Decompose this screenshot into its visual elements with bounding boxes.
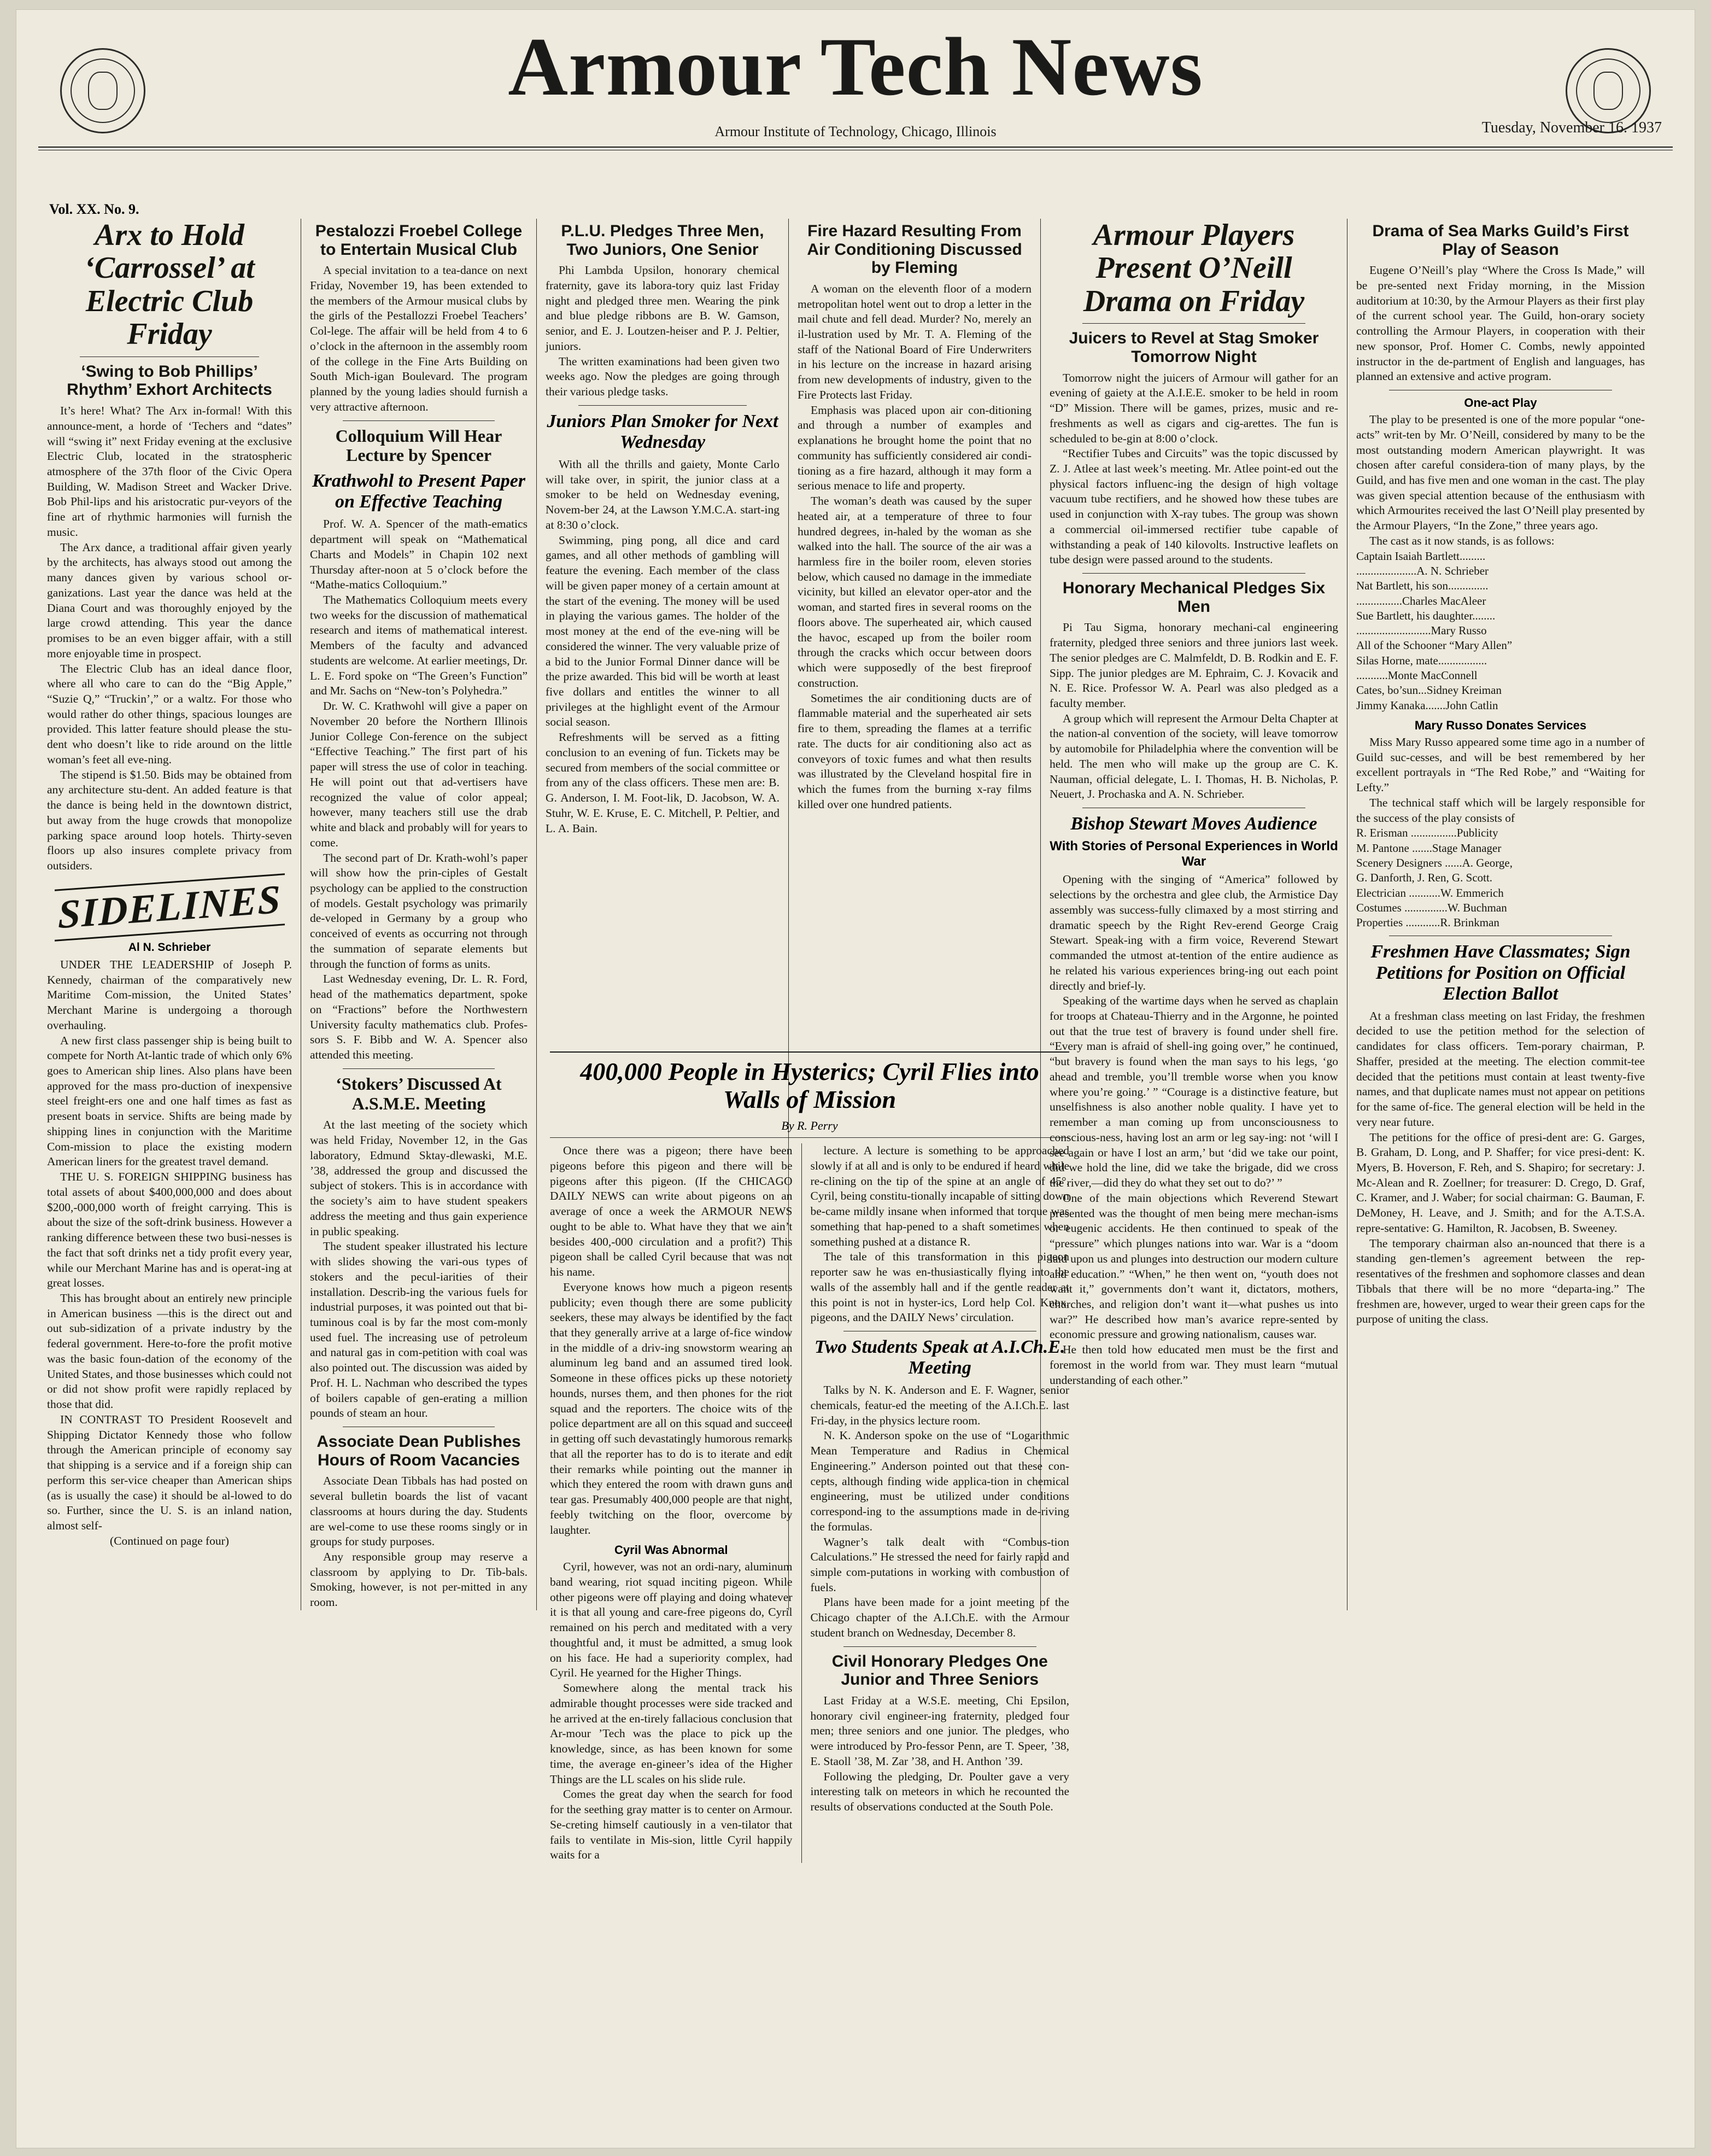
headline-freshmen-petitions: Freshmen Have Classmates; Sign Petitions for Position on Official Election Ballot bbox=[1370, 942, 1631, 1004]
paragraph: IN CONTRAST TO President Roosevelt and Shipping Dictator Kennedy those who follow through the American principle of economy say that shipping is a service and if a foreign ship can perform this ser-vice cheaper than American ships (as is usually the case) it should be al-lowed to do so. Further, since the U. S. is an inland nation, almost self- bbox=[47, 1412, 292, 1532]
paragraph: The written examinations had been given two weeks ago. Now the pledges are going through their various pledge tasks. bbox=[546, 354, 780, 399]
paragraph: Eugene O’Neill’s play “Where the Cross Is Made,” will be pre-sented next Friday morning, in the Mission auditorium at 10:30, by the Armour Players as their first play of the current school year. The Guild, hon-orary society controlling the Armour Players, in cooperation with their new sponsor, Prof. Homer C. Combs, newly appointed instructor in the de-partment of English and languages, has planned an extensive and active program. bbox=[1356, 264, 1645, 383]
column-2 bbox=[301, 219, 536, 1610]
paragraph: The Arx dance, a traditional affair given yearly by the architects, has always stood out among the many dances given by various school or-ganizations. Last year the dance was held at the Diana Court and was thoroughly enjoyed by the large crowd attending. This year the dance promises to be an even bigger affair, with a still more enjoyable time in prospect. bbox=[47, 540, 292, 660]
paragraph: The petitions for the office of presi-dent are: G. Garges, B. Graham, D. Long, and P. Shaffer; for vice presi-dent: K. Myers, B. Hoverson, F. Reh, and S. Shapiro; for secretary: J. Mc-Alean and R. Zoellner; for treasurer: D. Crego, D. Graf, C. Kramer, and J. Waber; for social chairman: G. Bauman, F. DeMoney, H. Leave, and J. Smith; and for the A.T.S.A. repre-sentative: G. Hamilton, R. Jacobsen, B. Sweeney. bbox=[1356, 1130, 1645, 1235]
cast-line: Silas Horne, mate................. bbox=[1356, 653, 1487, 667]
sidelines-logo: SIDELINES bbox=[55, 873, 285, 941]
paragraph: A woman on the eleventh floor of a modern metropolitan hotel went out to drop a letter in the mail chute and fell dead. Murder? No, merely an il-lustration used by Mr. T. A. Fleming of the staff of the National Board of Fire Underwriters in his lecture on the increase in hazard arising from new developments of industry, given to the Fire Protects last Friday. bbox=[798, 282, 1032, 401]
paragraph: Cyril, however, was not an ordi-nary, aluminum band wearing, riot squad inciting pigeon. While other pigeons were off playing and doing whatever it is that all young and care-free pigeons do, Cyril remained on his perch and meditated with a very thoughtful and, it must be admitted, a smug look on his face. He had a superiority complex, had Cyril. He yearned for the Higher Things. bbox=[550, 1560, 793, 1680]
staff-line: G. Danforth, J. Ren, G. Scott. bbox=[1356, 871, 1493, 885]
column-5 bbox=[1041, 219, 1347, 1610]
paragraph: Associate Dean Tibbals has had posted on several bulletin boards the list of vacant classrooms at hours during the day. Students are wel-come to use these rooms singly or in groups for study purposes. bbox=[310, 1474, 528, 1549]
headline-arx-carrossel: Arx to Hold ‘Carrossel’ at Electric Club Friday bbox=[84, 218, 255, 352]
staff-line: Electrician ...........W. Emmerich bbox=[1356, 886, 1504, 899]
paragraph: Sometimes the air conditioning ducts are of flammable material and the superheated air sets fire to them, spreading the flames at a terrific rate. The ducts for air conditioning also act as conveyors of toxic fumes and what then results was illustrated by the Cleveland hospital fire in which the fumes from the burning x-ray films killed over one hundred patients. bbox=[798, 691, 1032, 811]
paragraph: Any responsible group may reserve a classroom by applying to Dr. Tib-bals. Smoking, however, is not per-mitted in any room. bbox=[310, 1550, 528, 1609]
headline-civil-honorary-pledges: Civil Honorary Pledges One Junior and Three Seniors bbox=[831, 1652, 1048, 1689]
headline-two-students-aiche: Two Students Speak at A.I.Ch.E. Meeting bbox=[815, 1337, 1065, 1378]
paper-title: Armour Tech News bbox=[508, 21, 1203, 113]
newspaper-sheet bbox=[16, 10, 1695, 2148]
headline-armour-players: Armour Players Present O’Neill Drama on Friday bbox=[1083, 218, 1305, 318]
headline-fire-hazard: Fire Hazard Resulting From Air Conditioning Discussed by Fleming bbox=[807, 222, 1022, 277]
paragraph: A special invitation to a tea-dance on next Friday, November 19, has been extended to the members of the Armour musical clubs by the girls of the Pestallozzi Froebel Teachers’ Col-lege. The affair will be held from 4 to 6 o’clock in the afternoon in the assembly room of the college in the Fine Arts Building on South Mich-igan Boulevard. The program planned by the young ladies should furnish a very attractive afternoon. bbox=[310, 264, 528, 413]
cast-list bbox=[1356, 549, 1645, 713]
headline-bishop-stewart: Bishop Stewart Moves Audience bbox=[1070, 814, 1317, 834]
paragraph: He then told how educated men must be the first and foremost in the world from war. They must learn “mutual understanding of each other.” bbox=[1050, 1343, 1338, 1387]
paragraph: “Rectifier Tubes and Circuits” was the topic discussed by Z. J. Atlee at last week’s meeting. Mr. Atlee point-ed out the physical factors influenc-ing the design of high voltage vacuum tube rectifiers, and he showed how these tubes are used in conjunction with X-ray tubes. The group was shown a commercial oil-immersed rectifier tube capable of withstanding a peak of 140 kilovolts. Instructive leaflets on tube design were passed around to the students. bbox=[1050, 447, 1338, 566]
staff-line: R. Erisman ................Publicity bbox=[1356, 826, 1498, 840]
paragraph: One of the main objections which Reverend Stewart presented was the thought of men being mere mechan-isms or eugenic accidents. He then continued to speak of the “pressure” which plunges nations into war. War is a “doom laid upon us and plunges into destruction our modern culture and education.” “When,” he then went on, “youth does not want it,” governments don’t want it, dictators, mothers, churches, and religion don’t want it—what pushes us into war?” He described how man’s avarice repre-sented by economic pressure and growing nationalism, causes war. bbox=[1050, 1191, 1338, 1341]
paragraph: The stipend is $1.50. Bids may be obtained from any architecture stu-dent. An added feature is that the dance is being held in the downtown district, but away from the huge crowds that monopolize parking space around loop hotels. Thirty-seven floors up also insures complete privacy from outsiders. bbox=[47, 768, 292, 873]
technical-staff-list bbox=[1356, 826, 1645, 930]
cast-line: ................Charles MacAleer bbox=[1356, 594, 1486, 607]
masthead bbox=[16, 10, 1695, 147]
paragraph: This has brought about an entirely new principle in American business —this is the direct out and out sub-sidization of a private industry by the federal government. Here-to-fore the profit motive was the basic foun-dation of the economy of the United States, and those businesses which could not or did not show profit were rapidly replaced by those that did. bbox=[47, 1291, 292, 1411]
cast-line: ..........................Mary Russo bbox=[1356, 624, 1487, 638]
paragraph: Last Wednesday evening, Dr. L. R. Ford, head of the mathematics department, spoke on “Fractions” before the Northwestern University faculty mathematics club. Profes-sors S. F. Bibb and W. A. Spencer also attended this meeting. bbox=[310, 972, 528, 1062]
paragraph: Talks by N. K. Anderson and E. F. Wagner, senior chemicals, featur-ed the meeting of the A.I.Ch.E. last Fri-day, in the physics lecture room. bbox=[810, 1383, 1069, 1427]
paragraph: Swimming, ping pong, all dice and card games, and all other methods of gambling will feature the evening. Each member of the class will be given paper money of a certain amount at the start of the evening. The money will be used in playing the various games. The holder of the most money at the end of the eve-ning will be considered the winner. The very valuable prize of a bid to the Junior Formal Dinner dance will be the prize awarded. This bid will be worth at least five dollars and entitles the winner to all privileges at the highlight event of the Armour social season. bbox=[546, 533, 780, 729]
paragraph: Everyone knows how much a pigeon resents publicity; even though there are some publicity seekers, these may always be identified by the fact that they generally arrive at a large of-fice window in the middle of a driv-ing snowstorm wearing an aluminum leg band and an assumed tired look. Someone in these offices picks up these notoriety hounds, nurses them, and then phones for the riot squad and the reporters. The choice wits of the police department are all on this squad and succeed in getting off such devastatingly humorous remarks that all the reporter has to do is to iterate and edit their remarks while pointing out the manner in which they entered the room with drawn guns and tear gas. Presumably 400,000 people are that night, feebly twitching on the floor, overcome by laughter. bbox=[550, 1280, 793, 1536]
paragraph: UNDER THE LEADERSHIP of Joseph P. Kennedy, chairman of the comparatively new Maritime Com-mission, the United States’ Merchant Marine is undergoing a thorough overhauling. bbox=[47, 957, 292, 1032]
column-6 bbox=[1347, 219, 1654, 1610]
paragraph: With all the thrills and gaiety, Monte Carlo will take over, in spirit, the junior class at a smoker to be held on Wednesday evening, Novem-ber 24, at the Lawson Y.M.C.A. start-ing at 8:30 o’clock. bbox=[546, 457, 780, 531]
paragraph: The cast as it now stands, is as follows: bbox=[1369, 534, 1555, 547]
headline-pestalozzi-froebel: Pestalozzi Froebel College to Entertain Musical Club bbox=[315, 222, 523, 259]
paragraph: Phi Lambda Upsilon, honorary chemical fraternity, gave its labora-tory quiz last Friday night and pledged three men. Wearing the pink and blue pledge ribbons are B. W. Gamson, senior, and E. J. Loutzen-heiser and P. J. Peltier, juniors. bbox=[546, 264, 780, 353]
paragraph: A new first class passenger ship is being built to compete for North At-lantic trade of which only 6% goes to American ship lines. Also plans have been approved for the mass pro-duction of inexpensive steel freight-ers one and one half times as fast as present boats in service. Shifts are being made by shipping lines in conjunction with the Maritime Com-mission to place the existing modern American liners for the greatest travel demand. bbox=[47, 1033, 292, 1168]
paragraph: Tomorrow night the juicers of Armour will gather for an evening of gaiety at the A.I.E.E. smoker to be held in room “D” Mission. There will be games, prizes, music and re-freshments as well as cigars and cig-arettes. The fun is scheduled to be-gin at 8:00 o’clock. bbox=[1050, 371, 1338, 445]
masthead-rule bbox=[38, 147, 1673, 148]
sidelines-masthead bbox=[47, 877, 292, 954]
feature-byline: By R. Perry bbox=[781, 1119, 838, 1133]
paper-subtitle: Armour Institute of Technology, Chicago, Illinois bbox=[714, 124, 997, 139]
sidelines-author: Al N. Schrieber bbox=[128, 940, 211, 954]
subhead-krathwohl-paper: Krathwohl to Present Paper on Effective Teaching bbox=[312, 471, 526, 512]
paragraph: The student speaker illustrated his lecture with slides showing the vari-ous types of stokers and the pecul-iarities of their installation. Describ-ing the various fuels for industrial purposes, it was pointed out that bi-tuminous coal is by far the most com-monly used fuel. The increasing use of petroleum and natural gas in com-petition with coal was also pointed out. The discussion was aided by Prof. H. L. Nachman who described the types of boilers capable of gen-erating a million pounds of steam an hour. bbox=[310, 1240, 528, 1420]
paragraph: Emphasis was placed upon air con-ditioning and through a number of examples and explanations he brought home the point that no community has sufficiently considered air condi-tioning as a fire hazard, although it may form a serious menace to life and property. bbox=[798, 403, 1032, 493]
paragraph: The woman’s death was caused by the super heated air, at a temperature of three to four hundred degrees, in-haled by the woman as she walked into the hall. The source of the air was a harmless fire in the boiler room, eleven stories below, which caused no damage in the immediate vicinity, but killed an elevator oper-ator and the woman, and started fires in several rooms on the floors above. The superheated air, which caused the havoc, escaped up from the boiler room through the cracks which occur between doors which were supposedly of the best fireproof construction. bbox=[798, 494, 1032, 690]
subhead-mary-russo: Mary Russo Donates Services bbox=[1414, 718, 1587, 732]
paragraph: Last Friday at a W.S.E. meeting, Chi Epsilon, honorary civil engineer-ing fraternity, pledged four men; three seniors and one junior. The pledges, who were introduced by Pro-fessor Penn, are T. Speer, ’38, E. Staoll ’38, M. Zar ’38, and H. Anthon ’39. bbox=[810, 1693, 1069, 1768]
column-1 bbox=[38, 219, 301, 1610]
cast-line: Sue Bartlett, his daughter........ bbox=[1356, 609, 1496, 622]
paragraph: A group which will represent the Armour Delta Chapter at the nation-al convention of the society, will leave tomorrow by automobile for Philadelphia where the convention will be held. The men who will make up the group are C. K. Nauman, official delegate, L. I. Thomas, H. B. Nicholas, P. Neuert, J. Prochaska and A. N. Schrieber. bbox=[1050, 711, 1338, 801]
staff-line: Scenery Designers ......A. George, bbox=[1356, 856, 1513, 869]
headline-plu-pledges: P.L.U. Pledges Three Men, Two Juniors, One Senior bbox=[561, 222, 764, 259]
paragraph: lecture. A lecture is something to be approached slowly if at all and is only to be endured if heard while re-clining on the tip of the spine at an angle of 45°. Cyril, being constitu-tionally incapable of sitting down be-came mildly insane when informed that torque was something that hap-pened to a shaft sometimes when something pushed at a distance R. bbox=[810, 1144, 1069, 1248]
paragraph: Dr. W. C. Krathwohl will give a paper on November 20 before the Northern Illinois Junior College Con-ference on the subject “Effective Teaching.” The first part of his paper will stress the use of color in teaching. He will point out that ad-vertisers have recognized the value of color appeal; however, many teachers still use the drab white and black and probably will for years to come. bbox=[310, 699, 528, 849]
paragraph: Plans have been made for a joint meeting of the Chicago chapter of the A.I.Ch.E. with the Armour student branch on Wednesday, December 8. bbox=[810, 1596, 1069, 1639]
paragraph: Speaking of the wartime days when he served as chaplain for troops at Chateau-Thierry and in the Argonne, he pointed out that the true test of bravery is found under shell fire. “Every man is afraid of shell-ing going over,” he continued, “but bravery is found when the man says to his legs, ‘go ahead and tremble, you’ll tremble worse when you know where you’re going.’ ” “Courage is a distinctive feature, but unselfishness is also another noble quality. I have yet to remember a man coming up from unconsciousness to conscious-ness, having lost an arm or leg say-ing: not ‘will I see again or have I lost an arm,’ but ‘did we take our point, did we hold the line, did we take the brigade, did we cross the river,—did they do what they set out to do?’ ” bbox=[1050, 994, 1338, 1190]
cast-line: ...........Monte MacConnell bbox=[1356, 669, 1478, 682]
paragraph: N. K. Anderson spoke on the use of “Logarithmic Mean Temperature and Radius in Chemical Engineering.” Anderson pointed out that these con-cepts, although finding wide applica-tion in chemical engineering, must be utilized under conditions correspond-ing to the assumptions made in de-riving the formulas. bbox=[810, 1429, 1069, 1533]
paragraph: The tale of this transformation in this pigeon reporter saw he was en-thusiastically flying into the walls of the assembly hall and if the gentle reader at this point is not in hyster-ics, Lord help Col. Knox, pigeons, and the DAILY News’ circulation. bbox=[810, 1250, 1069, 1324]
continued-note: (Continued on page four) bbox=[110, 1534, 229, 1547]
paragraph: Prof. W. A. Spencer of the math-ematics department will speak on “Mathematical Charts and Models” in Chapin 102 next Thursday after-noon at 5 o’clock before the “Mathe-matics Colloquium.” bbox=[310, 517, 528, 592]
cast-line: Nat Bartlett, his son.............. bbox=[1356, 579, 1489, 593]
headline-400000-hysterics: 400,000 People in Hysterics; Cyril Flies into Walls of Mission bbox=[580, 1057, 1039, 1113]
headline-juniors-smoker: Juniors Plan Smoker for Next Wednesday bbox=[547, 411, 778, 452]
subhead-world-war-stories: With Stories of Personal Experiences in World War bbox=[1050, 839, 1338, 869]
paragraph: Once there was a pigeon; there have been pigeons before this pigeon and there will be pigeons after this pigeon. (If the CHICAGO DAILY NEWS can write about pigeons on an average of once a week the ARMOUR NEWS ought to be able to. What have they that we ain’t besides 400,-000 circulation and a profit?) This pigeon shall be called Cyril because that was not his name. bbox=[550, 1144, 793, 1279]
paragraph: The play to be presented is one of the more popular “one-acts” writ-ten by Mr. O’Neill, considered by many to be the most outstanding modern American playwright. It was chosen after careful considera-tion of many plays, by the Guild, and has five men and one woman in the cast. The play was given special attention because of the enthusiasm with which Armourites received the last O’Neill play presented by the Armour Players, “In the Zone,” three years ago. bbox=[1356, 413, 1645, 533]
staff-line: Costumes ...............W. Buchman bbox=[1356, 901, 1507, 914]
paragraph: Comes the great day when the search for food for the seething gray matter is to center on Armour. Se-creting himself cautiously in a ven-tilator that fails to ventilate in Mis-sion, little Cyril happily waits for a bbox=[550, 1787, 793, 1862]
volume-number: Vol. XX. No. 9. bbox=[49, 201, 139, 217]
staff-line: M. Pantone .......Stage Manager bbox=[1356, 841, 1502, 855]
paragraph: It’s here! What? The Arx in-formal! With this announce-ment, a horde of ‘Techers and “dates” will “swing it” next Friday evening at the exclusive Electric Club, located in the stratospheric atmosphere of the 37th floor of the Civic Opera Building, W. Madison Street and Wacker Drive. Bob Phil-lips and his aristocratic pur-veyors of the fine art of rhythmic harmonies will furnish the music. bbox=[47, 404, 292, 539]
paragraph: The Mathematics Colloquium meets every two weeks for the discussion of mathematical research and items of mathematical interest. Members of the faculty and advanced students are welcome. At earlier meetings, Dr. L. E. Ford spoke on “The Green’s Function” and Mr. Sachs on “New-ton’s Polyhedra.” bbox=[310, 593, 528, 698]
paragraph: Refreshments will be served as a fitting conclusion to an evening of fun. Tickets may be secured from members of the social committee or from any of the class officers. These men are: B. G. Anderson, I. M. Foot-lik, D. Jacobson, W. A. Stuhr, W. E. Kruse, E. C. Mitchell, P. Peltier, and L. A. Bain. bbox=[546, 731, 780, 835]
cast-line: Jimmy Kanaka.......John Catlin bbox=[1356, 698, 1498, 712]
paragraph: At a freshman class meeting on last Friday, the freshmen decided to use the petition method for the selection of candidates for class officers. Tem-porary chairman, P. Shaffer, presided at the meeting. The election commit-tee decided that the petitions must contain at least twenty-five names, and that duplicate names must not appear on petitions for the same of-fice. The general election will be held in the very near future. bbox=[1356, 1009, 1645, 1129]
paragraph: The technical staff which will be largely responsible for the success of the play consists of bbox=[1356, 796, 1645, 825]
paragraph: The second part of Dr. Krath-wohl’s paper will show how the prin-ciples of Gestalt psychology can be applied to the construction of models. Gestalt psychology was primarily de-veloped in Germany by a group who conceived of events as occurring not through the summation of separate elements but through the function of forms as units. bbox=[310, 851, 528, 971]
paragraph: The temporary chairman also an-nounced that there is a standing gen-tlemen’s agreement between the rep-resentatives of the freshmen and sophomore classes and dean Tibbals that there will be no more “departa-ing.” The freshmen are, however, urged to wear their green caps for the purpose of uniting the class. bbox=[1356, 1236, 1645, 1326]
subhead-swing-bob-phillips: ‘Swing to Bob Phillips’ Rhythm’ Exhort Architects bbox=[67, 362, 272, 399]
cast-line: .....................A. N. Schrieber bbox=[1356, 564, 1489, 577]
staff-line: Properties ............R. Brinkman bbox=[1356, 916, 1499, 930]
headline-drama-of-sea: Drama of Sea Marks Guild’s First Play of Season bbox=[1372, 222, 1629, 259]
subhead-one-act-play: One-act Play bbox=[1464, 396, 1537, 410]
paragraph: Wagner’s talk dealt with “Combus-tion Calculations.” He stressed the need for fairly rapid and simple com-putations in working with combustion of fuels. bbox=[810, 1535, 1069, 1594]
paragraph: Somewhere along the mental track his admirable thought processes were side tracked and he arrived at the en-tirely fallacious conclusion that Ar-mour ’Tech was the place to pick up the knowledge, since, as has been known for some time, the average en-gineer’s idea of the Higher Things are the LL scales on his slide rule. bbox=[550, 1681, 793, 1786]
subhead-cyril-abnormal: Cyril Was Abnormal bbox=[614, 1543, 728, 1557]
feature-pigeon-story bbox=[550, 1051, 1069, 1863]
paragraph: Pi Tau Sigma, honorary mechani-cal engineering fraternity, pledged three seniors and three juniors last week. The senior pledges are C. Malmfeldt, D. B. Rodkin and E. F. Sipp. The junior pledges are M. Ephraim, C. J. Kovacik and N. E. Rice. Professor W. A. Pearl was also pledged as a faculty member. bbox=[1050, 621, 1338, 710]
cast-line: Cates, bo’sun...Sidney Kreiman bbox=[1356, 683, 1502, 697]
cast-line: Captain Isaiah Bartlett......... bbox=[1356, 549, 1486, 563]
cast-line: All of the Schooner “Mary Allen” bbox=[1356, 639, 1513, 652]
headline-colloquium-spencer: Colloquium Will Hear Lecture by Spencer bbox=[335, 425, 502, 465]
paragraph: THE U. S. FOREIGN SHIPPING business has total assets of about $400,000,000 and does about $200,-000,000 worth of freight carrying. This is about the size of the soft-drink business. However a ranking difference between these two busi-nesses is the fact that soft drinks net a tidy profit every year, while our Merchant Marine has and is operat-ing at great losses. bbox=[47, 1170, 292, 1290]
paragraph: Following the pledging, Dr. Poulter gave a very interesting talk on meteors in which he recounted the results of observations conducted at the South Pole. bbox=[810, 1769, 1069, 1813]
paragraph: At the last meeting of the society which was held Friday, November 12, in the Gas laboratory, Edmund Sktay-dlewaski, M.E. ’38, addressed the group and discussed the subject of stokers. This is in accordance with the society’s aim to have student speakers address the meeting and thus gain experience in public speaking. bbox=[310, 1118, 528, 1238]
paragraph: Miss Mary Russo appeared some time ago in a number of Guild suc-cesses, and will be best remembered by her excellent portrayals in “The Red Robe,” and “Waiting for Lefty.” bbox=[1356, 735, 1645, 794]
paragraph: Opening with the singing of “America” followed by selections by the orchestra and glee club, the Armistice Day assembly was success-fully climaxed by a most stirring and dramatic speech by the Right Rev-erend George Craig Stewart. Speak-ing with a firm voice, Reverend Stewart commanded the utmost at-tention of the entire audience as he related his various experiences bring-ing out each point directly and brief-ly. bbox=[1050, 873, 1338, 992]
headline-stokers-asme: ‘Stokers’ Discussed At A.S.M.E. Meeting bbox=[336, 1073, 502, 1113]
paragraph: The Electric Club has an ideal dance floor, where all who care to can do the “Big Apple,” “Suzie Q,” “Truckin’,” or a waltz. For those who would rather do other things, spacious lounges are provided. This latter feature should please the stu-dent who doesn’t like to ride around on the little woman’s feet all eve-ning. bbox=[47, 662, 292, 766]
issue-date: Tuesday, November 16. 1937 bbox=[1481, 119, 1662, 136]
headline-honorary-mechanical: Honorary Mechanical Pledges Six Men bbox=[1062, 579, 1326, 616]
headline-room-vacancies: Associate Dean Publishes Hours of Room Vacancies bbox=[317, 1433, 521, 1469]
headline-juicers-stag-smoker: Juicers to Revel at Stag Smoker Tomorrow Night bbox=[1069, 329, 1319, 366]
